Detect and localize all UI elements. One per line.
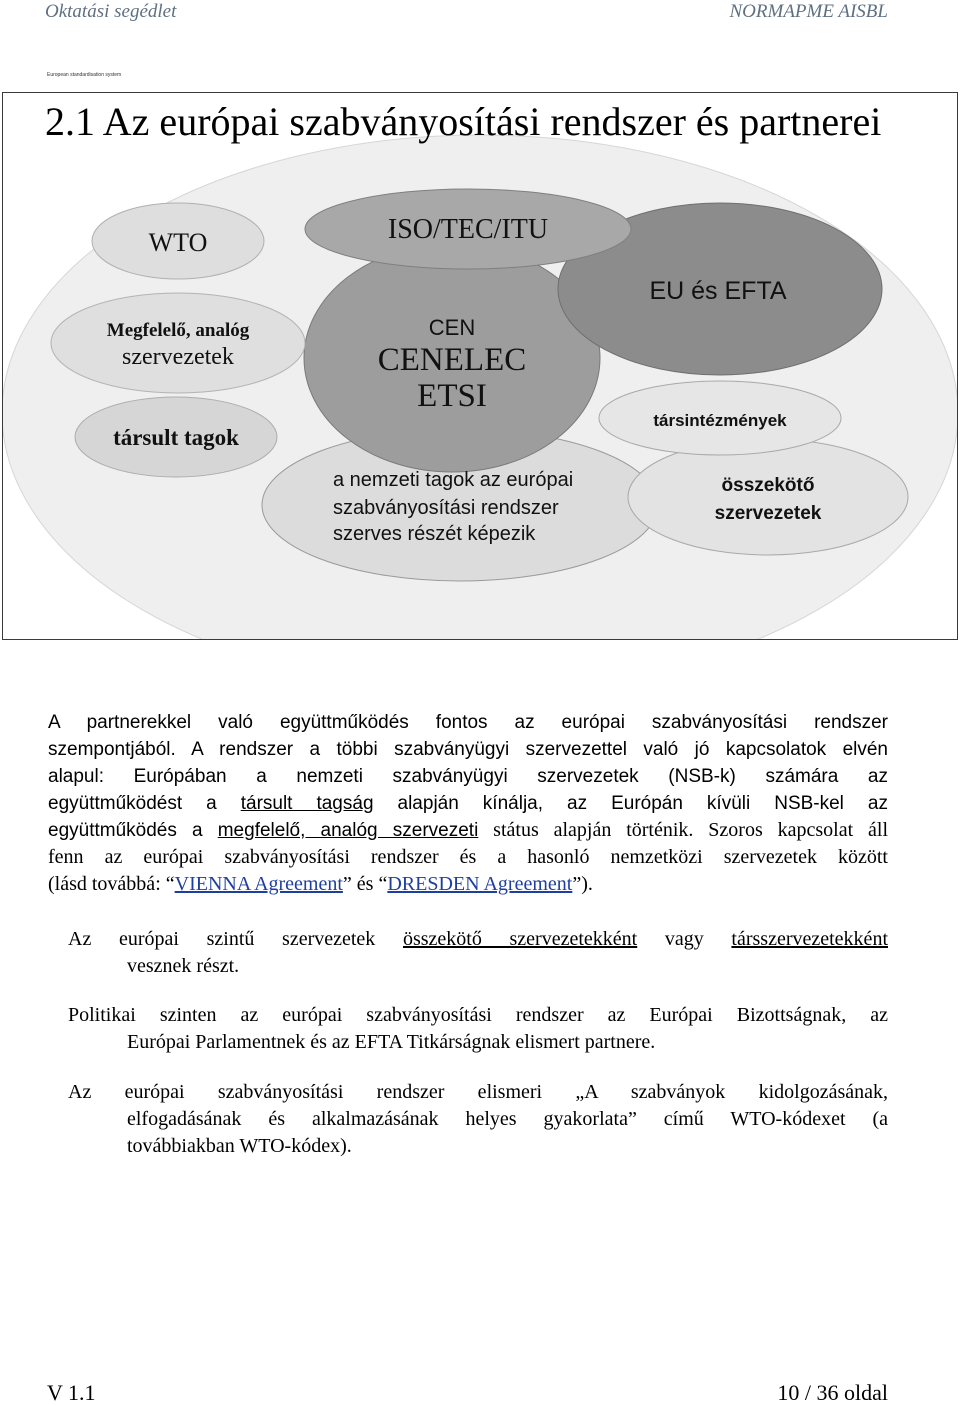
cen-label: CEN [428,315,476,340]
liaison-organisations-link[interactable]: összekötő szervezetekként [402,928,638,950]
analog-organisations-label-line-2: szervezetek [122,344,234,370]
partner-organisations-link[interactable]: társszervezetekként [731,928,888,950]
national-members-label-line-1: a nemzeti tagok az európai [333,469,574,491]
partner-institutions-label: társintézmények [653,411,787,430]
cenelec-label: CENELEC [377,342,527,378]
text-run: szempontjából. A rendszer a többi szabványügyi szervezettel való jó kapcsolatok elvén [48,739,888,760]
text-run: továbbiakban WTO-kódex). [127,1135,352,1157]
text-run: ” és “ [342,873,388,895]
header-document-type: Oktatási segédlet [45,1,177,22]
associate-membership-link[interactable]: társult tagság [240,793,374,814]
partners-paragraph [48,709,888,898]
paragraph-line [127,953,888,980]
paragraph-line [48,763,888,790]
etsi-label: ETSI [417,378,487,414]
text-run: alapul: Európában a nemzeti szabványügyi szervezetek (NSB-k) számára az [48,766,888,787]
text-run: státus alapján történik. Szoros kapcsolat áll [478,819,889,841]
wto-code-paragraph [68,1079,888,1160]
text-run: Politikai szinten az európai szabványosítási rendszer az Európai Bizottságnak, az [68,1004,888,1026]
national-members-label-line-2: szabványosítási rendszer [333,497,559,519]
text-run: (lásd továbbá: “ [48,873,175,895]
text-run: A partnerekkel való együttműködés fontos az európai szabványosítási rendszer [48,712,888,733]
text-run: vesznek részt. [127,955,240,977]
standardisation-figure [2,92,958,640]
vienna-agreement-link[interactable]: VIENNA Agreement [174,873,343,895]
paragraph-line [127,1133,888,1160]
paragraph-line [48,790,888,817]
standardisation-diagram [3,93,957,639]
eu-efta-label: EU és EFTA [649,277,787,305]
paragraph-line [48,709,888,736]
paragraph-line [48,736,888,763]
paragraph-line [48,817,888,844]
text-run: ”). [572,873,593,895]
text-run: elfogadásának és alkalmazásának helyes gyakorlata” című WTO-kódexet (a [127,1108,888,1130]
european-organisations-paragraph [68,926,888,980]
analog-organisations-ellipse [51,293,305,393]
paragraph-line [68,926,888,953]
text-run: alapján kínálja, az Európán kívüli NSB-kel az [373,793,888,814]
liaison-organisations-label-line-2: szervezetek [714,503,822,524]
paragraph-line [68,1079,888,1106]
footer-page-number: 10 / 36 oldal [777,1380,888,1405]
figure-title: 2.1 Az európai szabványosítási rendszer és partnerei [45,99,882,144]
paragraph-line [68,1002,888,1029]
analog-organisations-label-line-1: Megfelelő, analóg [106,320,250,341]
text-run: Az európai szabványosítási rendszer elismeri „A szabványok kidolgozásának, [68,1081,888,1103]
header-organisation: NORMAPME AISBL [729,1,888,22]
paragraph-line [127,1029,888,1056]
footer-version: V 1.1 [47,1380,96,1405]
iso-tec-itu-label: ISO/TEC/ITU [387,214,549,245]
paragraph-line [48,844,888,871]
text-run: Az európai szintű szervezetek [68,928,403,950]
figure-caption: European standardisation system [47,72,122,78]
analog-organisation-status-link[interactable]: megfelelő, analóg szervezeti [217,820,479,841]
dresden-agreement-link[interactable]: DRESDEN Agreement [387,873,573,895]
text-run: Európai Parlamentnek és az EFTA Titkárságnak elismert partnere. [127,1031,656,1053]
wto-label: WTO [148,228,208,257]
text-run: együttműködést a [48,793,241,814]
national-members-label-line-3: szerves részét képezik [333,523,536,545]
text-run: fenn az európai szabványosítási rendszer és a hasonló nemzetközi szervezetek között [48,846,888,868]
paragraph-line [127,1106,888,1133]
text-run: együttműködés a [48,820,218,841]
liaison-organisations-label-line-1: összekötő [721,475,815,496]
liaison-organisations-ellipse [628,439,908,555]
text-run: vagy [637,928,732,950]
paragraph-line [48,871,888,898]
associate-members-label: társult tagok [113,425,239,450]
political-partners-paragraph [68,1002,888,1056]
